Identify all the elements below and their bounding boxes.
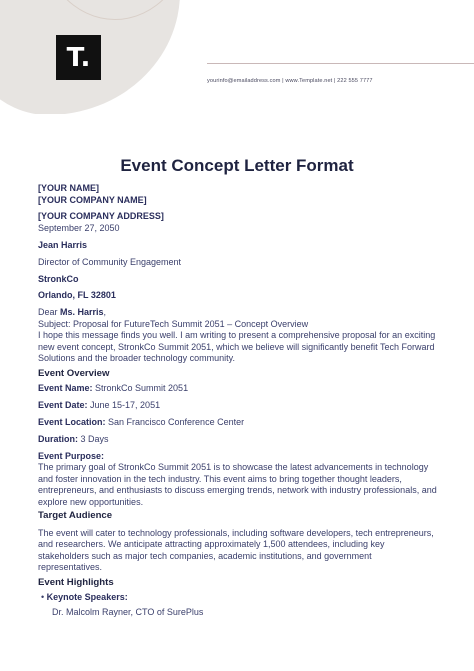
contact-divider [207, 63, 474, 64]
letter-date: September 27, 2050 [38, 222, 120, 233]
target-audience-heading: Target Audience [38, 510, 113, 522]
document-title: Event Concept Letter Format [120, 156, 354, 175]
event-purpose-label: Event Purpose: [38, 450, 105, 461]
contact-info: yourinfo@emailaddress.com | www.Template.net | 222 555 7777 [207, 78, 373, 84]
intro-paragraph: I hope this message finds you well. I am writing to present a comprehensive proposal for an exciting new event concept, StronkCo Summit 2051, which we believe will significantly benefit Tech Forward Solutions and the broader technology community. [38, 330, 436, 364]
subject-line: Subject: Proposal for FutureTech Summit 2051 – Concept Overview [38, 318, 309, 329]
event-overview-heading: Event Overview [38, 367, 110, 379]
letterhead [0, 0, 474, 114]
letter-body [38, 183, 438, 618]
recipient-city: Orlando, FL 32801 [38, 290, 116, 301]
company-logo [56, 35, 101, 80]
sender-name: [YOUR NAME] [38, 183, 99, 193]
sender-company: [YOUR COMPANY NAME] [38, 194, 147, 205]
recipient-name: Jean Harris [38, 239, 88, 250]
event-duration-row: Duration: 3 Days [38, 434, 109, 445]
keynote-bullet: • Keynote Speakers: [41, 592, 128, 603]
event-name-row: Event Name: StronkCo Summit 2051 [38, 383, 189, 394]
event-purpose-text: The primary goal of StronkCo Summit 2051 is to showcase the latest advancements in technology and foster innovation in the tech industry. This event aims to bring together thought leaders, entrepreneurs, and enthusiasts to discuss emerging trends, network with industry professionals, and explore new opportunities. [38, 462, 437, 507]
greeting: Dear Ms. Harris, [38, 307, 107, 318]
logo-letter: T. [66, 42, 91, 73]
greeting-name: Ms. Harris [60, 307, 104, 318]
keynote-sub-item: Dr. Malcolm Rayner, CTO of SurePlus [52, 606, 204, 617]
recipient-title: Director of Community Engagement [38, 256, 182, 267]
event-highlights-heading: Event Highlights [38, 576, 114, 588]
target-audience-text: The event will cater to technology professionals, including software developers, tech entrepreneurs, and researchers. We anticipate attracting approximately 1,500 attendees, including key stakeholders such as major tech companies, academic institutions, and government representatives. [38, 527, 434, 573]
sender-address: [YOUR COMPANY ADDRESS] [38, 211, 164, 222]
event-location-row: Event Location: San Francisco Conference Center [38, 417, 245, 428]
event-date-row: Event Date: June 15-17, 2051 [38, 400, 161, 411]
bullet-icon: • [41, 592, 45, 603]
recipient-company: StronkCo [38, 273, 79, 284]
